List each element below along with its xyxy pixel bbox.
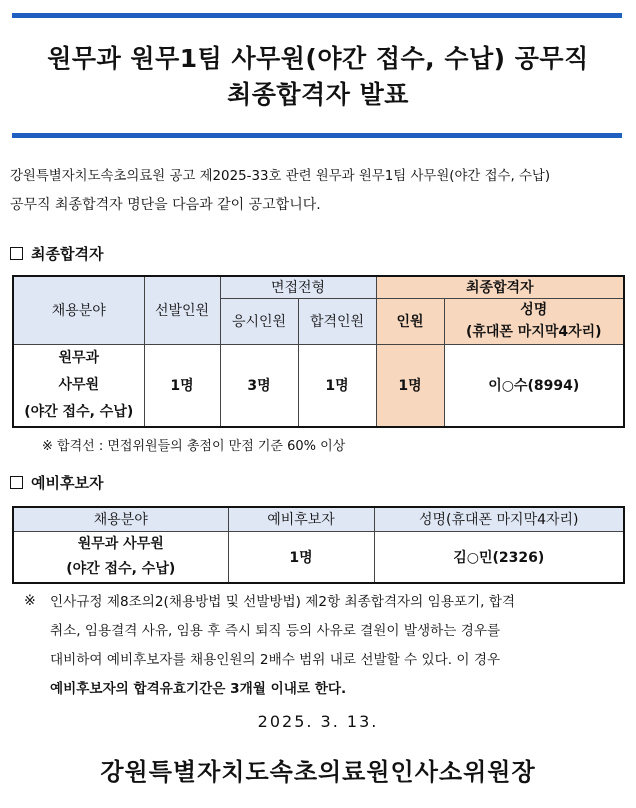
checkbox-square-icon: [10, 476, 23, 489]
section-final-heading: [10, 244, 103, 264]
intro-line2: 공무직 최종합격자 명단을 다음과 같이 공고합니다.: [10, 197, 321, 213]
reserve-note-line4: 예비후보자의 합격유효기간은 3개월 이내로 한다.: [50, 681, 347, 697]
reserve-note-line1: 인사규정 제8조의2(채용방법 및 선발방법) 제2항 최종합격자의 임용포기, 합격: [50, 594, 516, 610]
reserve-note-line3: 대비하여 예비후보자를 채용인원의 2배수 범위 내로 선발할 수 있다. 이 경우: [50, 652, 501, 668]
reserve-row-count: 1명: [228, 531, 374, 583]
row-passers: 1명: [298, 344, 376, 427]
header-name-label: 성명: [520, 302, 548, 318]
row-field-line1: 원무과: [58, 349, 100, 366]
section-reserve-title: 예비후보자: [31, 474, 104, 492]
bottom-rule: [12, 133, 622, 138]
row-field-line3: (야간 접수, 수납): [24, 403, 134, 420]
reserve-row-name: 김○민(2326): [374, 531, 624, 583]
row-field-line2: 사무원: [58, 376, 100, 393]
header-selection: 선발인원: [144, 276, 220, 344]
top-rule: [12, 13, 622, 18]
reserve-row-field-line2: (야간 접수, 수납): [66, 560, 176, 577]
reserve-note-line2: 취소, 임용결격 사유, 임용 후 즉시 퇴직 등의 사유로 결원이 발생하는 경우를: [50, 623, 501, 639]
pass-line-note: ※ 합격선 : 면접위원들의 총점이 만점 기준 60% 이상: [42, 439, 346, 454]
reserve-table: [12, 506, 625, 584]
row-applicants: 3명: [220, 344, 298, 427]
reserve-header-field: 채용분야: [13, 507, 228, 531]
header-name-sub: (휴대폰 마지막4자리): [465, 324, 602, 340]
header-applicants: 응시인원: [220, 298, 298, 344]
page-title-line1: 원무과 원무1팀 사무원(야간 접수, 수납) 공무직: [47, 44, 589, 73]
section-final-title: 최종합격자: [31, 245, 104, 263]
reserve-note-mark: ※: [24, 593, 36, 609]
announcement-date: 2025. 3. 13.: [257, 712, 379, 731]
row-count: 1명: [376, 344, 444, 427]
header-field: 채용분야: [13, 276, 144, 344]
reserve-row-field-line1: 원무과 사무원: [77, 535, 164, 552]
checkbox-square-icon: [10, 247, 23, 260]
row-selection: 1명: [144, 344, 220, 427]
header-passers: 합격인원: [298, 298, 376, 344]
row-field: [13, 344, 144, 427]
final-passers-table: [12, 275, 625, 428]
page-title-line2: 최종합격자 발표: [227, 80, 409, 109]
reserve-row-field: [13, 531, 228, 583]
section-reserve-heading: [10, 473, 103, 493]
intro-line1: 강원특별자치도속초의료원 공고 제2025-33호 관련 원무과 원무1팀 사무원(야간 접수, 수납): [10, 169, 551, 184]
header-interview: 면접전형: [220, 276, 376, 298]
header-name: [444, 298, 624, 344]
intro-text: [10, 163, 625, 219]
header-final: 최종합격자: [376, 276, 624, 298]
row-name: 이○수(8994): [444, 344, 624, 427]
issuer-signature: 강원특별자치도속초의료원인사소위원장: [100, 758, 536, 786]
reserve-header-count: 예비후보자: [228, 507, 374, 531]
reserve-header-name: 성명(휴대폰 마지막4자리): [374, 507, 624, 531]
header-count: 인원: [376, 298, 444, 344]
reserve-note: [50, 588, 625, 704]
